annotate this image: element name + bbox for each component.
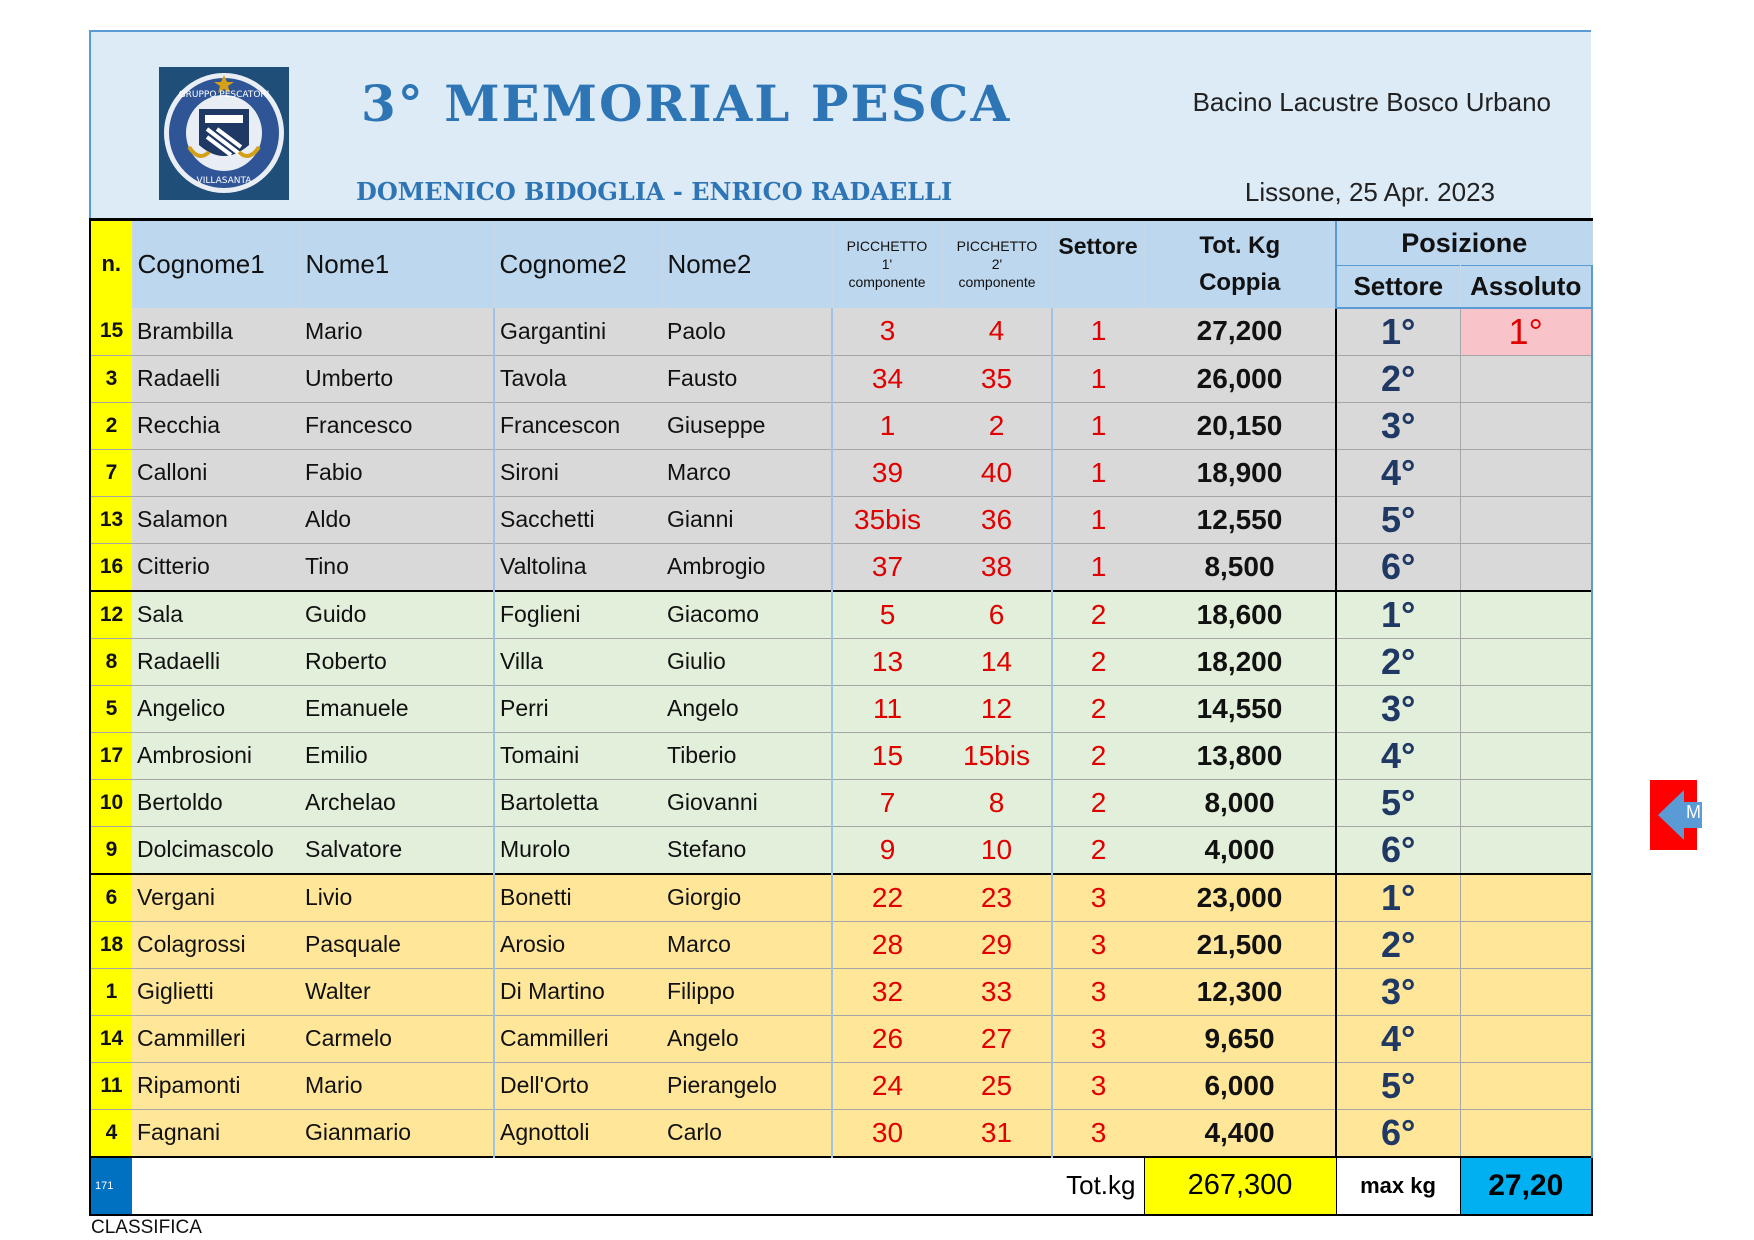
venue-label: Bacino Lacustre Bosco Urbano [1192,87,1551,117]
cell-settore: 3 [1052,968,1144,1015]
cell-picchetto2: 31 [942,1109,1052,1157]
cell-tot-kg: 18,600 [1144,591,1336,639]
cell-picchetto2: 33 [942,968,1052,1015]
cell-picchetto1: 34 [832,355,942,402]
cell-cognome2: Sironi [494,449,662,496]
cell-pos-settore: 2° [1336,921,1460,968]
sheet-tab-label: CLASSIFICA [91,1217,202,1238]
nav-back-button[interactable] [1650,780,1701,850]
cell-cognome1: Fagnani [132,1109,300,1157]
cell-pos-assoluto [1460,874,1592,922]
cell-nome1: Emanuele [300,685,494,732]
cell-cognome1: Citterio [132,543,300,591]
results-sheet [89,30,1591,1216]
col-pos-settore: Settore [1336,266,1460,308]
cell-n: 1 [90,968,132,1015]
cell-picchetto1: 35bis [832,496,942,543]
table-row [90,779,1592,826]
cell-settore: 3 [1052,1109,1144,1157]
cell-pos-settore: 4° [1336,449,1460,496]
cell-cognome2: Francescon [494,402,662,449]
event-subtitle: DOMENICO BIDOGLIA - ENRICO RADAELLI [356,177,953,206]
cell-picchetto2: 29 [942,921,1052,968]
cell-picchetto1: 24 [832,1062,942,1109]
cell-cognome1: Cammilleri [132,1015,300,1062]
cell-settore: 3 [1052,1062,1144,1109]
cell-n: 11 [90,1062,132,1109]
cell-cognome2: Valtolina [494,543,662,591]
cell-cognome1: Radaelli [132,638,300,685]
cell-cognome1: Giglietti [132,968,300,1015]
cell-settore: 1 [1052,355,1144,402]
cell-nome1: Tino [300,543,494,591]
cell-pos-settore: 5° [1336,779,1460,826]
cell-picchetto2: 25 [942,1062,1052,1109]
cell-settore: 1 [1052,308,1144,356]
cell-pos-settore: 6° [1336,543,1460,591]
cell-settore: 3 [1052,921,1144,968]
col-nome2: Nome2 [662,220,832,308]
cell-n: 9 [90,826,132,874]
max-kg-label: max kg [1336,1157,1460,1215]
cell-nome1: Aldo [300,496,494,543]
cell-settore: 1 [1052,543,1144,591]
col-cognome1: Cognome1 [132,220,300,308]
cell-n: 18 [90,921,132,968]
cell-nome1: Livio [300,874,494,922]
cell-cognome2: Sacchetti [494,496,662,543]
table-row [90,355,1592,402]
cell-cognome2: Bartoletta [494,779,662,826]
cell-nome2: Paolo [662,308,832,356]
cell-tot-kg: 13,800 [1144,732,1336,779]
cell-pos-settore: 3° [1336,685,1460,732]
cell-nome2: Angelo [662,685,832,732]
cell-pos-assoluto [1460,449,1592,496]
cell-tot-kg: 8,500 [1144,543,1336,591]
cell-picchetto2: 35 [942,355,1052,402]
table-row [90,1062,1592,1109]
cell-pos-assoluto [1460,921,1592,968]
cell-settore: 1 [1052,449,1144,496]
table-row [90,402,1592,449]
cell-settore: 1 [1052,402,1144,449]
cell-tot-kg: 6,000 [1144,1062,1336,1109]
cell-cognome1: Ambrosioni [132,732,300,779]
cell-nome1: Archelao [300,779,494,826]
cell-pos-assoluto [1460,968,1592,1015]
cell-cognome1: Bertoldo [132,779,300,826]
total-kg-value: 267,300 [1144,1157,1336,1215]
cell-picchetto2: 27 [942,1015,1052,1062]
cell-nome2: Giulio [662,638,832,685]
cell-pos-assoluto [1460,1109,1592,1157]
cell-picchetto1: 15 [832,732,942,779]
cell-nome1: Emilio [300,732,494,779]
cell-nome1: Francesco [300,402,494,449]
table-row [90,826,1592,874]
table-row [90,874,1592,922]
cell-settore: 2 [1052,685,1144,732]
cell-nome1: Walter [300,968,494,1015]
cell-n: 17 [90,732,132,779]
cell-cognome2: Perri [494,685,662,732]
cell-pos-assoluto [1460,543,1592,591]
cell-tot-kg: 9,650 [1144,1015,1336,1062]
cell-cognome2: Cammilleri [494,1015,662,1062]
results-table [89,218,1593,1216]
cell-picchetto1: 39 [832,449,942,496]
cell-picchetto2: 6 [942,591,1052,639]
table-header-row [90,220,1592,266]
cell-tot-kg: 23,000 [1144,874,1336,922]
cell-pos-settore: 6° [1336,1109,1460,1157]
table-row [90,1109,1592,1157]
nav-button-label: M [1686,802,1701,822]
cell-picchetto2: 4 [942,308,1052,356]
cell-cognome1: Ripamonti [132,1062,300,1109]
cell-nome2: Stefano [662,826,832,874]
table-row [90,732,1592,779]
cell-cognome1: Vergani [132,874,300,922]
cell-picchetto1: 13 [832,638,942,685]
svg-text:VILLASANTA: VILLASANTA [196,176,252,186]
cell-n: 14 [90,1015,132,1062]
cell-picchetto1: 7 [832,779,942,826]
cell-pos-assoluto [1460,496,1592,543]
cell-cognome2: Gargantini [494,308,662,356]
cell-cognome2: Dell'Orto [494,1062,662,1109]
cell-tot-kg: 14,550 [1144,685,1336,732]
cell-picchetto1: 26 [832,1015,942,1062]
cell-cognome2: Tavola [494,355,662,402]
cell-nome2: Angelo [662,1015,832,1062]
cell-pos-settore: 2° [1336,638,1460,685]
col-settore: Settore [1052,220,1144,308]
cell-cognome2: Arosio [494,921,662,968]
cell-nome2: Carlo [662,1109,832,1157]
cell-n: 2 [90,402,132,449]
table-row [90,543,1592,591]
cell-pos-settore: 6° [1336,826,1460,874]
cell-tot-kg: 12,300 [1144,968,1336,1015]
cell-nome1: Mario [300,308,494,356]
cell-nome1: Umberto [300,355,494,402]
cell-tot-kg: 27,200 [1144,308,1336,356]
left-arrow-icon [1658,790,1684,840]
cell-picchetto1: 37 [832,543,942,591]
cell-tot-kg: 20,150 [1144,402,1336,449]
cell-cognome1: Salamon [132,496,300,543]
table-row [90,685,1592,732]
cell-tot-kg: 4,000 [1144,826,1336,874]
cell-nome1: Pasquale [300,921,494,968]
table-row [90,921,1592,968]
cell-cognome2: Agnottoli [494,1109,662,1157]
cell-pos-settore: 3° [1336,968,1460,1015]
cell-pos-settore: 5° [1336,1062,1460,1109]
cell-picchetto1: 5 [832,591,942,639]
cell-tot-kg: 18,200 [1144,638,1336,685]
cell-nome2: Giacomo [662,591,832,639]
cell-pos-assoluto [1460,1062,1592,1109]
table-row [90,638,1592,685]
cell-pos-settore: 5° [1336,496,1460,543]
table-row [90,591,1592,639]
col-posizione: Posizione [1336,220,1592,266]
cell-nome2: Giovanni [662,779,832,826]
cell-n: 7 [90,449,132,496]
cell-settore: 2 [1052,732,1144,779]
cell-tot-kg: 26,000 [1144,355,1336,402]
cell-picchetto1: 3 [832,308,942,356]
cell-picchetto1: 9 [832,826,942,874]
col-picchetto2: PICCHETTO 2' componente [942,220,1052,308]
cell-n: 15 [90,308,132,356]
cell-tot-kg: 4,400 [1144,1109,1336,1157]
cell-cognome1: Recchia [132,402,300,449]
cell-cognome1: Colagrossi [132,921,300,968]
cell-settore: 2 [1052,779,1144,826]
cell-n: 4 [90,1109,132,1157]
cell-tot-kg: 21,500 [1144,921,1336,968]
col-pos-assoluto: Assoluto [1460,266,1592,308]
cell-picchetto1: 28 [832,921,942,968]
cell-cognome1: Calloni [132,449,300,496]
cell-pos-settore: 2° [1336,355,1460,402]
cell-settore: 1 [1052,496,1144,543]
cell-picchetto2: 10 [942,826,1052,874]
cell-cognome1: Brambilla [132,308,300,356]
totals-row [90,1157,1592,1215]
cell-pos-assoluto: 1° [1460,308,1592,356]
cell-nome2: Giorgio [662,874,832,922]
cell-nome1: Roberto [300,638,494,685]
col-n: n. [90,220,132,308]
table-row [90,308,1592,356]
cell-cognome2: Di Martino [494,968,662,1015]
cell-cognome1: Radaelli [132,355,300,402]
cell-n: 5 [90,685,132,732]
cell-pos-assoluto [1460,779,1592,826]
cell-pos-settore: 1° [1336,874,1460,922]
cell-pos-assoluto [1460,732,1592,779]
cell-nome2: Gianni [662,496,832,543]
table-body [90,308,1592,1157]
cell-nome1: Carmelo [300,1015,494,1062]
svg-text:GRUPPO PESCATORI: GRUPPO PESCATORI [178,90,270,100]
cell-cognome1: Sala [132,591,300,639]
total-label: Tot.kg [132,1157,1144,1215]
cell-n: 6 [90,874,132,922]
cell-cognome2: Villa [494,638,662,685]
event-title: 3° MEMORIAL PESCA [361,74,1012,133]
cell-picchetto1: 22 [832,874,942,922]
cell-settore: 2 [1052,826,1144,874]
cell-pos-settore: 1° [1336,308,1460,356]
cell-nome2: Pierangelo [662,1062,832,1109]
cell-nome2: Ambrogio [662,543,832,591]
cell-pos-settore: 4° [1336,732,1460,779]
cell-nome2: Marco [662,449,832,496]
cell-picchetto2: 40 [942,449,1052,496]
cell-picchetto2: 36 [942,496,1052,543]
cell-nome2: Tiberio [662,732,832,779]
cell-pos-assoluto [1460,826,1592,874]
cell-picchetto1: 1 [832,402,942,449]
cell-n: 12 [90,591,132,639]
cell-settore: 2 [1052,638,1144,685]
cell-cognome1: Dolcimascolo [132,826,300,874]
cell-nome2: Marco [662,921,832,968]
cell-picchetto1: 30 [832,1109,942,1157]
cell-n: 16 [90,543,132,591]
cell-nome1: Guido [300,591,494,639]
col-picchetto1: PICCHETTO 1' componente [832,220,942,308]
cell-settore: 3 [1052,874,1144,922]
table-row [90,1015,1592,1062]
cell-nome2: Giuseppe [662,402,832,449]
cell-cognome1: Angelico [132,685,300,732]
cell-n: 3 [90,355,132,402]
cell-settore: 2 [1052,591,1144,639]
cell-pos-assoluto [1460,591,1592,639]
cell-picchetto2: 23 [942,874,1052,922]
cell-pos-assoluto [1460,685,1592,732]
cell-pos-assoluto [1460,638,1592,685]
max-kg-value: 27,20 [1460,1157,1592,1215]
cell-nome1: Fabio [300,449,494,496]
cell-pos-assoluto [1460,355,1592,402]
date-label: Lissone, 25 Apr. 2023 [1244,177,1495,207]
cell-pos-assoluto [1460,1015,1592,1062]
cell-cognome2: Bonetti [494,874,662,922]
cell-tot-kg: 12,550 [1144,496,1336,543]
cell-cognome2: Foglieni [494,591,662,639]
col-cognome2: Cognome2 [494,220,662,308]
cell-pos-settore: 4° [1336,1015,1460,1062]
cell-nome1: Gianmario [300,1109,494,1157]
col-nome1: Nome1 [300,220,494,308]
cell-n: 13 [90,496,132,543]
cell-picchetto2: 12 [942,685,1052,732]
cell-pos-assoluto [1460,402,1592,449]
cell-cognome2: Tomaini [494,732,662,779]
cell-tot-kg: 18,900 [1144,449,1336,496]
cell-nome2: Fausto [662,355,832,402]
cell-ref: 171 [90,1157,132,1215]
cell-n: 10 [90,779,132,826]
cell-n: 8 [90,638,132,685]
cell-picchetto2: 14 [942,638,1052,685]
table-row [90,968,1592,1015]
cell-picchetto2: 8 [942,779,1052,826]
cell-pos-settore: 1° [1336,591,1460,639]
club-logo [159,67,289,200]
cell-settore: 3 [1052,1015,1144,1062]
cell-picchetto1: 32 [832,968,942,1015]
cell-nome1: Salvatore [300,826,494,874]
cell-picchetto2: 15bis [942,732,1052,779]
cell-tot-kg: 8,000 [1144,779,1336,826]
table-row [90,449,1592,496]
cell-cognome2: Murolo [494,826,662,874]
cell-picchetto2: 2 [942,402,1052,449]
col-tot-kg: Tot. Kg Coppia [1144,220,1336,308]
cell-picchetto2: 38 [942,543,1052,591]
cell-nome1: Mario [300,1062,494,1109]
table-row [90,496,1592,543]
cell-nome2: Filippo [662,968,832,1015]
cell-pos-settore: 3° [1336,402,1460,449]
sheet-header [89,30,1591,218]
cell-picchetto1: 11 [832,685,942,732]
